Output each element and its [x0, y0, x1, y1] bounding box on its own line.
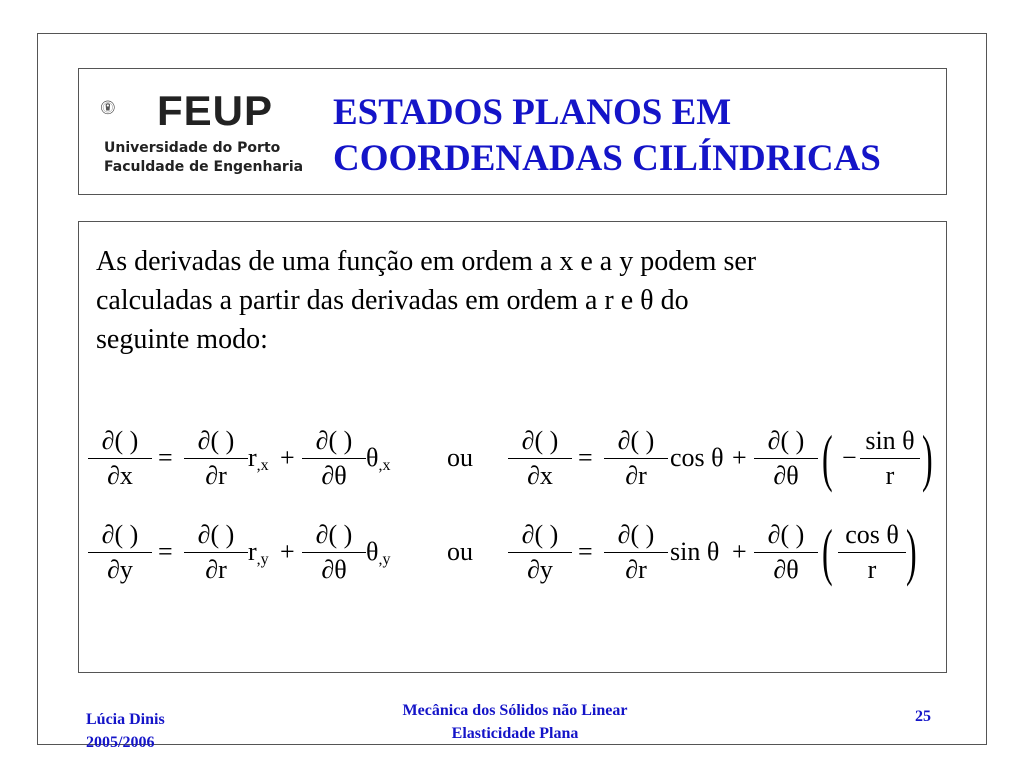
logo-subtitle: [104, 139, 303, 177]
logo-line-2: Faculdade de Engenharia: [104, 159, 304, 175]
paragraph-line-2: calculadas a partir das derivadas em ordem a r e θ do: [96, 285, 689, 316]
title-line-2: COORDENADAS CILÍNDRICAS: [333, 138, 881, 179]
paragraph-line-3: seguinte modo:: [96, 324, 268, 355]
title-line-1: ESTADOS PLANOS EM: [333, 92, 732, 133]
logo-line-1: Universidade do Porto: [104, 140, 281, 156]
intro-paragraph: [96, 242, 916, 359]
footer-author: [86, 708, 165, 754]
ou-label: ou: [447, 443, 473, 472]
ou-label: ou: [447, 537, 473, 566]
footer-course: [360, 699, 670, 745]
author-name: Lúcia Dinis: [86, 711, 165, 728]
page-number: 25: [915, 708, 931, 725]
logo-brand: FEUP: [157, 87, 274, 134]
course-line-2: Elasticidade Plana: [451, 725, 579, 742]
university-seal-icon: [100, 88, 156, 138]
academic-year: 2005/2006: [86, 734, 155, 751]
paragraph-line-1: As derivadas de uma função em ordem a x e a y podem ser: [96, 246, 757, 277]
course-line-1: Mecânica dos Sólidos não Linear: [402, 702, 628, 719]
slide-title: [333, 90, 881, 182]
